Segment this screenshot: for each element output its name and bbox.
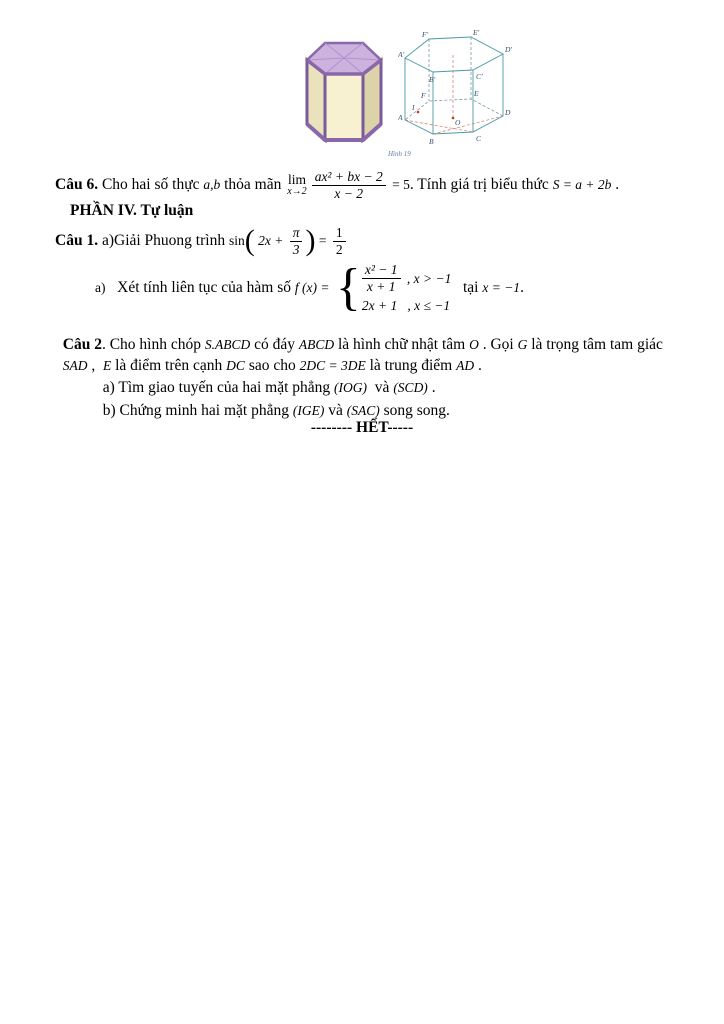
limit-operator [287, 173, 306, 198]
end-marker: -------- HẾT----- [310, 419, 414, 436]
question-2-text: là trung điểm [365, 357, 457, 374]
vertex-label: F [421, 91, 426, 100]
lim-subscript: x→2 [287, 186, 307, 198]
question-6-text: . Tính giá trị biểu thức [409, 176, 553, 193]
math-ad: AD [456, 358, 475, 373]
question-1a-text: Xét tính liên tục của hàm số [105, 279, 295, 296]
math-scd: (SCD) [393, 380, 428, 395]
math-sabcd: S.ABCD [204, 337, 251, 352]
question-6-label: Câu 6. [55, 176, 99, 193]
hexagonal-prism-image [298, 28, 390, 152]
question-6-text: . [611, 176, 620, 193]
math-g: G [517, 337, 528, 352]
fraction-numerator: π [290, 225, 303, 242]
open-paren: ( [244, 224, 255, 258]
question-1-line [55, 222, 349, 260]
question-2-text: . Cho hình chóp [101, 336, 205, 353]
vertex-label: D [505, 108, 511, 117]
fraction-1-2 [333, 225, 346, 257]
question-1a-line [95, 258, 524, 318]
question-6-line [55, 168, 619, 202]
vertex-label: C [476, 134, 482, 143]
case-row [362, 298, 452, 314]
fraction-case1 [362, 262, 401, 294]
vertex-label: A [398, 113, 403, 122]
question-2b-line [95, 384, 450, 420]
question-2-text: . [474, 357, 482, 374]
figure-block [298, 28, 518, 162]
fraction-numerator: 1 [333, 225, 346, 242]
figure-caption: Hình 19 [388, 150, 411, 158]
math-equals-5: = 5 [388, 177, 410, 192]
vertex-label: C′ [476, 72, 483, 81]
question-1a-text: tại [451, 279, 483, 296]
fraction-denominator: 3 [292, 241, 300, 257]
vertex-label: F′ [422, 30, 429, 39]
question-6-text: thỏa mãn [220, 176, 286, 193]
vertex-label: D′ [505, 45, 513, 54]
question-2b-text: song song. [379, 402, 450, 419]
math-ab: a,b [203, 177, 221, 192]
fraction-numerator: ax² + bx − 2 [312, 169, 386, 186]
question-2-text: . Gọi [478, 336, 518, 353]
point-label: I [412, 103, 415, 112]
piecewise-cases [362, 262, 452, 313]
math-sad: SAD [62, 358, 88, 373]
math-ige: (IGE) [292, 403, 325, 418]
case2-condition: , x ≤ −1 [397, 297, 451, 313]
question-6-text: Cho hai số thực [98, 176, 204, 193]
case2-expression: 2x + 1 [361, 297, 398, 313]
question-2a-text: . [427, 379, 436, 396]
fraction-denominator: 2 [335, 241, 343, 257]
math-2dc-3de: 2DC = 3DE [299, 358, 366, 373]
vertex-label: A′ [398, 50, 405, 59]
math-abcd: ABCD [298, 337, 335, 352]
math-s-expression: S = a + 2b [552, 177, 612, 192]
point-label: O [455, 118, 461, 127]
question-2b-text: b) Chứng minh hai mặt phẳng [102, 402, 293, 419]
section-4-heading: PHẦN IV. Tự luận [70, 202, 194, 219]
vertex-label: B [429, 137, 434, 146]
question-1-text: a)Giải Phuong trình [98, 232, 229, 249]
math-fx: f (x) = [294, 280, 333, 295]
hexagonal-prism-diagram [398, 28, 514, 152]
fraction-pi-3 [290, 225, 303, 257]
question-2-text: là trọng tâm tam giác [527, 336, 663, 353]
vertex-label: E [474, 89, 479, 98]
item-a-label: a) [95, 280, 106, 295]
question-2b-text: và [324, 402, 347, 419]
cases-brace: { [335, 259, 361, 317]
case-row [362, 262, 452, 294]
math-dc: DC [226, 358, 245, 373]
fraction-denominator: x − 2 [334, 185, 363, 201]
case1-condition: , x > −1 [403, 270, 452, 286]
math-iog: (IOG) [334, 380, 368, 395]
lim-word: lim [287, 171, 306, 187]
question-2-text: là điểm trên cạnh [111, 357, 227, 374]
question-2-label: Câu 2 [62, 336, 102, 353]
question-2-text: , [87, 357, 103, 374]
question-1a-text: . [520, 279, 524, 296]
vertex-label: B′ [429, 75, 436, 84]
question-2a-text: và [367, 379, 394, 396]
math-e: E [103, 358, 112, 373]
question-2-text: sao cho [244, 357, 300, 374]
math-sac: (SAC) [346, 403, 380, 418]
question-2a-text: a) Tìm giao tuyến của hai mặt phẳng [102, 379, 335, 396]
sin-function: sin [228, 233, 245, 248]
question-2-text: có đáy [250, 336, 299, 353]
vertex-label: E′ [473, 28, 480, 37]
close-paren: ) [305, 224, 316, 258]
math-o: O [469, 337, 479, 352]
fraction [312, 169, 386, 201]
equals-sign: = [315, 233, 330, 248]
fraction-denominator: x + 1 [366, 279, 396, 294]
question-2-text: là hình chữ nhật tâm [334, 336, 470, 353]
fraction-numerator: x² − 1 [362, 262, 401, 279]
math-2x-plus: 2x + [254, 233, 287, 248]
math-x-eq-minus1: x = −1 [482, 280, 521, 295]
question-1-label: Câu 1. [55, 232, 99, 249]
